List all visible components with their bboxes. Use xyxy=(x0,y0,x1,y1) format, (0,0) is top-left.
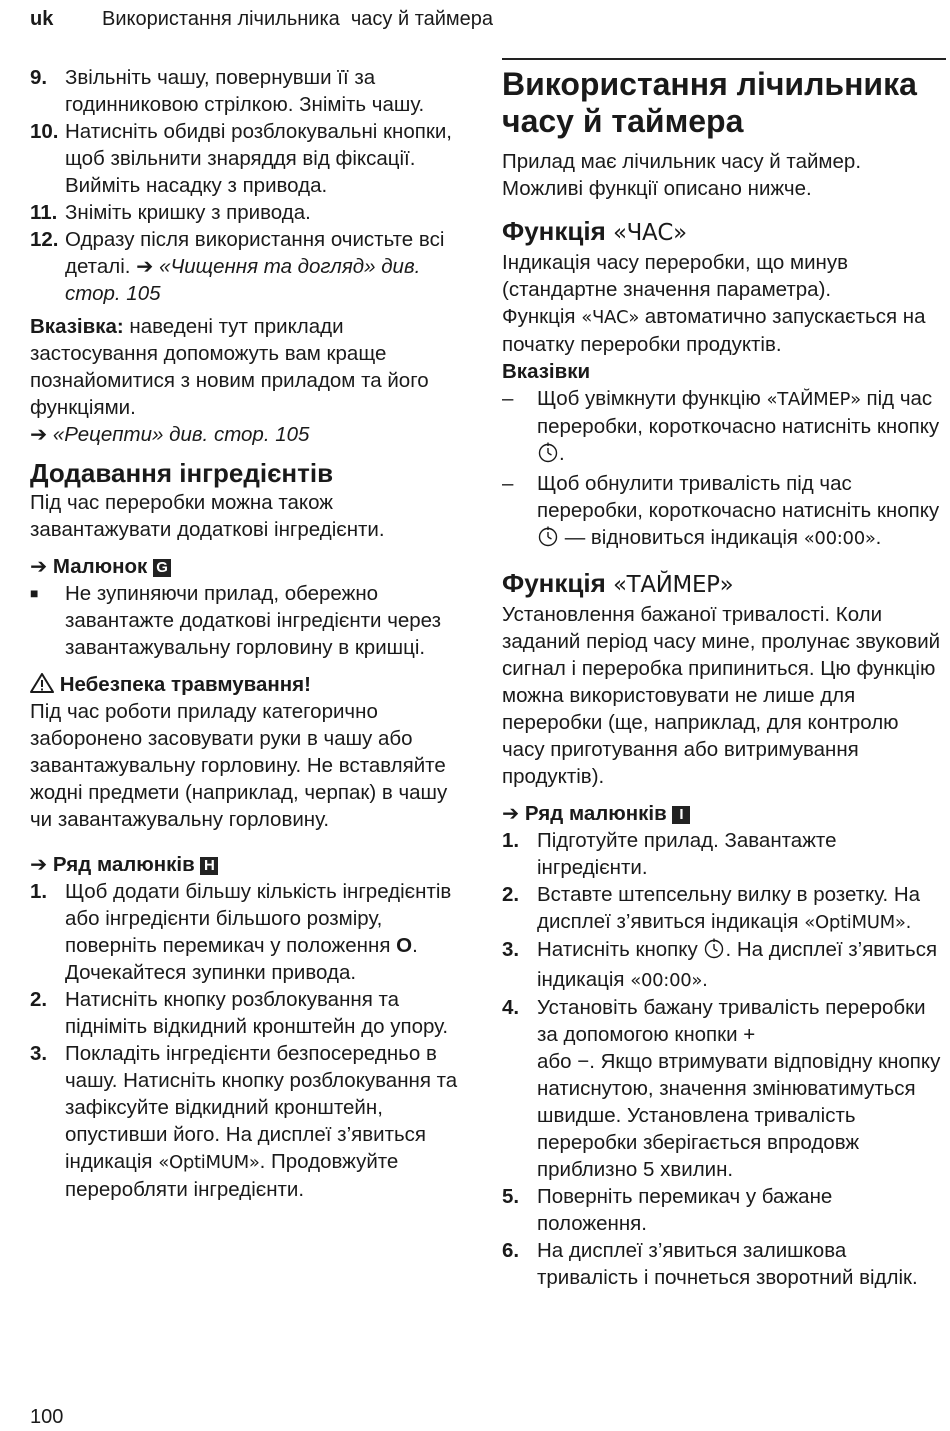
step-text: Установіть бажану тривалість переробки за допомогою кнопки xyxy=(537,996,926,1046)
step-text: . Продовжуйте переробляти інгредієнти. xyxy=(65,1150,399,1201)
step-number: 2. xyxy=(502,883,520,906)
step-number: 9. xyxy=(30,66,48,89)
figure-label: Ряд малюнків xyxy=(524,802,667,825)
warning-text: Під час роботи приладу категорично заборонено засовувати руки в чашу або завантажувальну горловину. Не вставляйте жодні предмети (наприклад, черпак) в чашу чи завантажувальну горловину. xyxy=(30,700,448,831)
step-text: Натисніть обидві розблокувальні кнопки, щоб звільнити знаряддя від фіксації. Вийміть насадку з привода. xyxy=(65,120,452,197)
steps-list-b xyxy=(30,878,475,1203)
list-item xyxy=(502,936,942,994)
section-heading-time xyxy=(502,216,942,249)
list-item xyxy=(502,827,942,881)
figure-letter-badge: G xyxy=(153,559,171,577)
list-item xyxy=(502,994,942,1183)
section-rule xyxy=(502,58,946,60)
step-text: . На дисплеї з’явиться індикація xyxy=(537,938,938,991)
figure-letter-badge: I xyxy=(672,806,690,824)
heading-text: Функція xyxy=(502,568,606,598)
language-code: uk xyxy=(30,8,54,30)
steps-list-a xyxy=(30,64,475,307)
note-label: Вказівка: xyxy=(30,315,124,338)
text: автоматично запускається на початку переробки продуктів. xyxy=(502,305,926,356)
page-header xyxy=(30,6,493,32)
list-item xyxy=(30,878,475,986)
step-number: 12. xyxy=(30,228,59,251)
cross-reference-link[interactable]: «Чищення та догляд» див. стор. 105 xyxy=(65,255,421,305)
step-text: Зніміть кришку з привода. xyxy=(65,201,311,224)
step-text: На дисплеї з’явиться залишкова тривалість і почнеться зворотний відлік. xyxy=(537,1239,918,1289)
page-title: Використання лічильника часу й таймера xyxy=(502,66,917,139)
step-text: Натисніть кнопку розблокування та підніміть відкидний кронштейн до упору. xyxy=(65,988,449,1038)
intro-text: Прилад має лічильник часу й таймер. Можливі функції описано нижче. xyxy=(502,150,862,200)
step-number: 10. xyxy=(30,120,59,143)
list-item xyxy=(30,986,475,1040)
step-number: 1. xyxy=(502,829,520,852)
step-text: Поверніть перемикач у бажане положення. xyxy=(537,1185,833,1235)
arrow-icon: ➔ xyxy=(30,853,48,876)
figure-letter-badge: H xyxy=(200,857,218,875)
list-item xyxy=(502,1237,942,1291)
warning-title-row xyxy=(30,671,475,698)
step-text: Вставте штепсельну вилку в розетку. На дисплеї з’явиться індикація xyxy=(537,883,921,933)
list-item xyxy=(502,881,942,936)
timer-button-icon xyxy=(537,525,559,554)
figure-label: Малюнок xyxy=(52,555,148,578)
list-item xyxy=(30,199,475,226)
figure-reference-i xyxy=(502,800,942,827)
step-number: 4. xyxy=(502,996,520,1019)
display-indication: «OptiMUM». xyxy=(804,912,912,933)
step-text: . Дочекайтеся зупинки привода. xyxy=(65,934,418,984)
list-item xyxy=(30,118,475,199)
note-text: наведені тут приклади застосування допоможуть вам краще познайомитися з новим приладом та його функціями. xyxy=(30,315,429,419)
section-heading-timer xyxy=(502,568,942,601)
timer-button-icon xyxy=(537,441,559,470)
warning-title: Небезпека травмування! xyxy=(59,673,311,696)
display-indication: «ТАЙМЕР» xyxy=(612,572,734,598)
text: — відновиться індикація xyxy=(564,526,798,549)
display-indication: «OptiMUM» xyxy=(158,1152,260,1173)
bullet-square-icon: ■ xyxy=(30,585,39,601)
plus-icon: + xyxy=(743,1023,756,1046)
dash-marker: – xyxy=(502,387,514,410)
display-indication: «ЧАС» xyxy=(581,307,640,328)
step-text: Одразу після використання очистьте всі деталі. xyxy=(65,228,445,278)
step-number: 11. xyxy=(30,201,58,224)
warning-triangle-icon xyxy=(30,673,54,696)
timer-button-icon xyxy=(703,937,725,966)
step-number: 3. xyxy=(30,1042,48,1065)
off-position-symbol: O xyxy=(396,934,413,957)
heading-text: Функція xyxy=(502,216,606,246)
note-paragraph xyxy=(30,313,475,448)
list-item xyxy=(30,64,475,118)
page-number: 100 xyxy=(30,1406,64,1428)
timer-paragraph: Установлення бажаної тривалості. Коли заданий період часу мине, пролунає звуковий сигнал і переробка припиниться. Цю функцію можна використовувати не лише для переробки (ще, наприклад, для контролю часу приготування або витримування продуктів). xyxy=(502,603,941,788)
timer-steps-list xyxy=(502,827,942,1291)
text: Щоб увімкнути функцію xyxy=(537,387,761,410)
step-text: Звільніть чашу, повернувши її за годинниковою стрілкою. Зніміть чашу. xyxy=(65,66,425,116)
step-number: 5. xyxy=(502,1185,520,1208)
step-text: Щоб додати більшу кількість інгредієнтів або інгредієнти більшого розміру, поверніть перемикач у положення xyxy=(65,880,452,957)
arrow-icon: ➔ xyxy=(30,423,48,446)
list-item: – Щоб обнулити тривалість під час переробки, короткочасно натисніть кнопку — відновиться індикація «00:00». xyxy=(502,470,942,554)
ingredients-intro: Під час переробки можна також завантажувати додаткові інгредієнти. xyxy=(30,491,385,541)
display-indication: «00:00». xyxy=(630,970,708,991)
step-number: 1. xyxy=(30,880,48,903)
figure-reference-g xyxy=(30,553,475,580)
time-paragraph-2 xyxy=(502,303,942,358)
bullet-text: Не зупиняючи прилад, обережно завантажте додаткові інгредієнти через завантажувальну горловину в кришці. xyxy=(65,582,442,659)
header-title: Використання лічильника часу й таймера xyxy=(102,8,494,30)
step-number: 6. xyxy=(502,1239,520,1262)
list-item xyxy=(30,226,475,307)
text: під час переробки, короткочасно натисніть кнопку xyxy=(537,387,940,438)
list-item xyxy=(502,1183,942,1237)
display-indication: «00:00» xyxy=(803,528,876,549)
right-column xyxy=(502,64,942,1291)
step-text: Підготуйте прилад. Завантажте інгредієнти. xyxy=(537,829,837,879)
text: Функція xyxy=(502,305,576,328)
left-column xyxy=(30,64,475,1203)
minus-icon: − xyxy=(577,1050,590,1073)
figure-label: Ряд малюнків xyxy=(52,853,195,876)
list-item: – Щоб увімкнути функцію «ТАЙМЕР» під час переробки, короткочасно натисніть кнопку . xyxy=(502,385,942,470)
text: Щоб обнулити тривалість під час переробки, короткочасно натисніть кнопку xyxy=(537,472,940,522)
section-heading-ingredients: Додавання інгредієнтів xyxy=(30,458,334,488)
step-number: 2. xyxy=(30,988,48,1011)
cross-reference-link[interactable]: «Рецепти» див. стор. 105 xyxy=(52,423,310,446)
dash-marker: – xyxy=(502,472,514,495)
step-number: 3. xyxy=(502,938,520,961)
step-text: Натисніть кнопку xyxy=(537,938,698,961)
step-text: . Якщо втримувати відповідну кнопку натиснутою, значення змінюватимуться швидше. Установлена тривалість переробки зберігається впродовж приблизно 5 хвилин. xyxy=(537,1050,941,1181)
figure-reference-h xyxy=(30,851,475,878)
display-indication: «ЧАС» xyxy=(612,220,687,246)
arrow-icon: ➔ xyxy=(502,802,520,825)
step-text: або xyxy=(537,1050,572,1073)
arrow-icon: ➔ xyxy=(136,255,154,278)
list-item xyxy=(30,580,475,661)
notes-label: Вказівки xyxy=(502,360,591,383)
time-paragraph-1: Індикація часу переробки, що минув (стандартне значення параметра). xyxy=(502,251,849,301)
list-item xyxy=(30,1040,475,1203)
display-indication: «ТАЙМЕР» xyxy=(766,389,861,410)
step-text: Покладіть інгредієнти безпосередньо в чашу. Натисніть кнопку розблокування та зафіксуйте відкидний кронштейн, опустивши його. На дисплеї з’явиться індикація xyxy=(65,1042,458,1173)
arrow-icon: ➔ xyxy=(30,555,48,578)
